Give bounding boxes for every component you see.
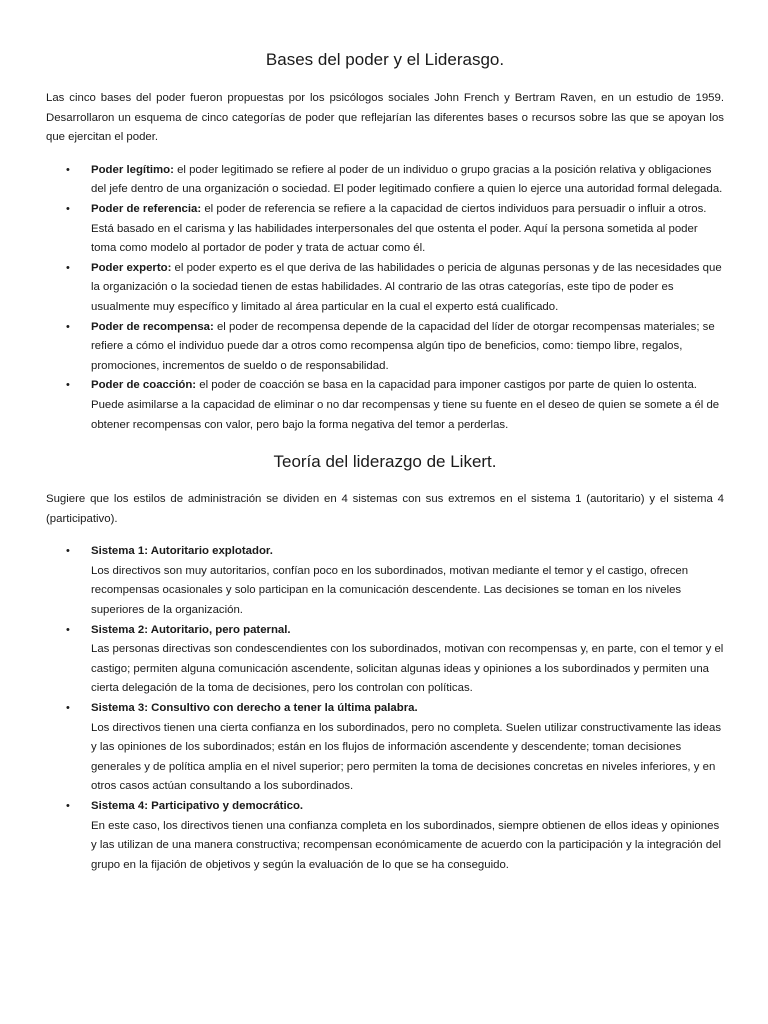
list-item-text: el poder de recompensa depende de la capacidad del líder de otorgar recompensas materiales; se refiere a cómo el individuo puede dar a otros como recompensa algún tipo de beneficios, como: tiempo libre, regalos, promociones, incrementos de sueldo o de responsabilidad. (91, 320, 715, 372)
section-title-bases-del-poder: Bases del poder y el Liderasgo. (265, 50, 505, 69)
bullet-icon: • (66, 202, 70, 215)
list-item (46, 376, 724, 435)
bullet-icon: • (66, 545, 70, 558)
list-item (46, 259, 724, 318)
section-title-likert: Teoría del liderazgo de Likert. (273, 452, 497, 472)
bullet-icon: • (66, 320, 70, 333)
list-item-term: Poder legítimo: (91, 163, 174, 176)
list-item-term: Poder experto: (91, 261, 172, 274)
bullet-icon: • (66, 261, 70, 274)
system-title: Sistema 4: Participativo y democrático. (91, 800, 304, 812)
bullet-icon: • (66, 379, 70, 392)
likert-systems-list (46, 542, 724, 875)
system-text: Los directivos tienen una cierta confianza en los subordinados, pero no completa. Suelen utilizar constructivamente las ideas y las opiniones de los subordinados; están en los flujos de información ascendente y descendente; toman decisiones generales y de política amplia en el nivel superior; pero permiten la toma de decisiones concretas en niveles inferiores, y en otros casos actúan consultando a los subordinados. (91, 721, 722, 793)
list-item (46, 699, 724, 797)
power-bases-list (46, 161, 724, 435)
system-title: Sistema 1: Autoritario explotador. (91, 545, 273, 558)
intro-paragraph-likert: Sugiere que los estilos de administración se dividen en 4 sistemas con sus extremos en el sistema 1 (autoritario) y el sistema 4 (participativo). (46, 493, 724, 525)
bullet-icon: • (66, 702, 70, 715)
list-item-text: el poder experto es el que deriva de las habilidades o pericia de algunas personas y de las necesidades que la organización o la sociedad tienen de estas habilidades. Al contrario de las otras categorías, este tipo de poder es usualmente muy específico y limitado al área particular en la cual el experto está cualificado. (91, 261, 722, 313)
bullet-icon: • (66, 623, 70, 636)
bullet-icon: • (66, 800, 70, 812)
intro-paragraph-bases: Las cinco bases del poder fueron propuestas por los psicólogos sociales John French y Bertram Raven, en un estudio de 1959. Desarrollaron un esquema de cinco categorías de poder que reflejarían las diferentes bases o recursos sobre las que se apoyan los que ejercitan el poder. (46, 92, 724, 144)
list-item (46, 797, 724, 875)
system-title: Sistema 2: Autoritario, pero paternal. (91, 623, 291, 636)
list-item-text: el poder de coacción se basa en la capacidad para imponer castigos por parte de quien lo ostenta. Puede asimilarse a la capacidad de eliminar o no dar recompensas y tiene su fuente en el deseo de quien se somete a él de obtener recompensas con valor, pero bajo la forma negativa del temor a perderlas. (91, 379, 720, 431)
list-item-term: Poder de recompensa: (91, 320, 214, 333)
list-item-text: el poder legitimado se refiere al poder de un individuo o grupo gracias a la posición relativa y obligaciones del jefe dentro de una organización o sociedad. El poder legitimado confiere a quien lo ejerce una autoridad formal delegada. (91, 163, 723, 196)
list-item-term: Poder de referencia: (91, 202, 202, 215)
list-item (46, 621, 724, 699)
list-item (46, 542, 724, 620)
list-item-text: el poder de referencia se refiere a la capacidad de ciertos individuos para persuadir o influir a otros. Está basado en el carisma y las habilidades interpersonales del que ostenta el poder. Aquí la persona sometida al poder toma como modelo al portador de poder y trata de actuar como él. (91, 202, 707, 255)
system-text: Las personas directivas son condescendientes con los subordinados, motivan con recompensas y, en parte, con el temor y el castigo; permiten alguna comunicación ascendente, solicitan algunas ideas y opiniones a los subordinados y permiten una cierta delegación de la toma de decisiones, pero los controlan con políticas. (91, 643, 724, 695)
list-item (46, 318, 724, 377)
list-item-term: Poder de coacción: (91, 379, 197, 392)
list-item (46, 161, 724, 200)
system-text: Los directivos son muy autoritarios, confían poco en los subordinados, motivan mediante el temor y el castigo, ofrecen recompensas ocasionales y solo participan en la comunicación descendente. Las decisiones se toman en los niveles superiores de la organización. (91, 564, 689, 617)
system-title: Sistema 3: Consultivo con derecho a tener la última palabra. (91, 702, 418, 715)
system-text: En este caso, los directivos tienen una confianza completa en los subordinados, siempre obtienen de ellos ideas y opiniones y las utilizan de una manera constructiva; recompensan económicamente de acuerdo con la participación y la integración del grupo en la fijación de objetivos y según la evaluación de lo que se ha conseguido. (91, 819, 722, 871)
bullet-icon: • (66, 163, 70, 176)
list-item (46, 200, 724, 259)
